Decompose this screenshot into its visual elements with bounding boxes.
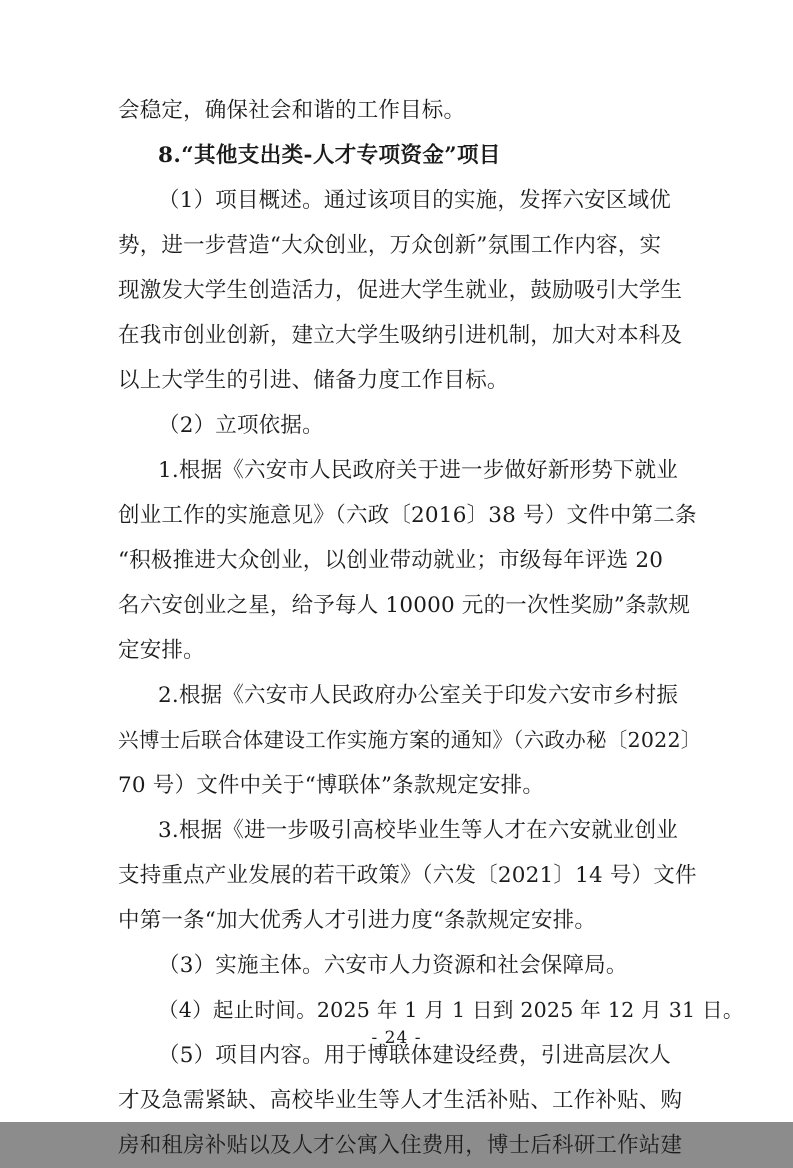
text-line: “积极推进大众创业，以创业带动就业；市级每年评选 20	[118, 548, 664, 573]
text-line: （2）立项依据。	[158, 413, 324, 438]
text-line: 3.根据《进一步吸引高校毕业生等人才在六安就业创业	[158, 818, 679, 843]
text-line: 中第一条“加大优秀人才引进力度“条款规定安排。	[118, 908, 597, 933]
text-line: 房和租房补贴以及人才公寓入住费用，博士后科研工作站建	[118, 1133, 683, 1158]
page-number: - 24 -	[371, 1028, 422, 1048]
text-line: 1.根据《六安市人民政府关于进一步做好新形势下就业	[158, 458, 679, 483]
text-line: 会稳定，确保社会和谐的工作目标。	[118, 98, 466, 123]
text-line: 70 号）文件中关于“博联体”条款规定安排。	[118, 773, 545, 798]
text-line: 2.根据《六安市人民政府办公室关于印发六安市乡村振	[158, 683, 679, 708]
text-line: （5）项目内容。用于博联体建设经费，引进高层次人	[158, 1043, 671, 1068]
text-line: 才及急需紧缺、高校毕业生等人才生活补贴、工作补贴、购	[118, 1088, 683, 1113]
text-line: （1）项目概述。通过该项目的实施，发挥六安区域优	[158, 188, 671, 213]
text-line: 势，进一步营造“大众创业，万众创新”氛围工作内容，实	[118, 233, 662, 258]
text-line: （3）实施主体。六安市人力资源和社会保障局。	[158, 953, 628, 978]
section-heading: 8.“其他支出类-人才专项资金”项目	[158, 143, 501, 168]
document-body	[118, 88, 744, 1168]
text-line: 以上大学生的引进、储备力度工作目标。	[118, 368, 509, 393]
text-line: 创业工作的实施意见》（六政〔2016〕38 号）文件中第二条	[118, 503, 697, 528]
text-line: 定安排。	[118, 638, 205, 663]
text-line: 现激发大学生创造活力，促进大学生就业，鼓励吸引大学生	[118, 278, 683, 303]
text-line: 支持重点产业发展的若干政策》（六发〔2021〕14 号）文件	[118, 863, 697, 888]
text-line: 在我市创业创新，建立大学生吸纳引进机制，加大对本科及	[118, 323, 683, 348]
text-line: 名六安创业之星，给予每人 10000 元的一次性奖励”条款规	[118, 593, 691, 618]
text-line: 兴博士后联合体建设工作实施方案的通知》（六政办秘〔2022〕	[118, 728, 702, 752]
text-line: （4）起止时间。2025 年 1 月 1 日到 2025 年 12 月 31 日。	[158, 998, 744, 1022]
